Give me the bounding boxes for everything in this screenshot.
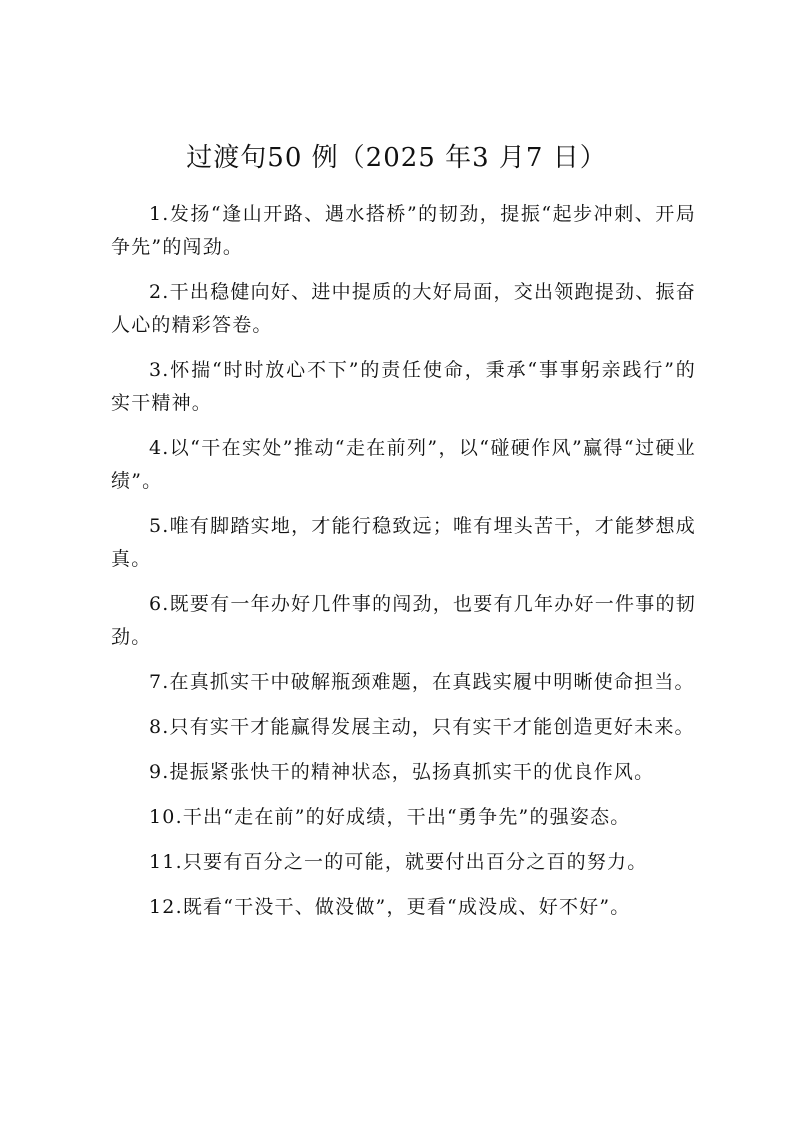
list-item: 2.干出稳健向好、进中提质的大好局面，交出领跑提劲、振奋人心的精彩答卷。: [111, 281, 696, 336]
list-item: 11.只要有百分之一的可能，就要付出百分之百的努力。: [149, 851, 648, 873]
list-item: 6.既要有一年办好几件事的闯劲，也要有几年办好一件事的韧劲。: [111, 593, 696, 648]
list-item: 9.提振紧张快干的精神状态，弘扬真抓实干的优良作风。: [149, 761, 655, 783]
list-item: 3.怀揣“时时放心不下”的责任使命，秉承“事事躬亲践行”的实干精神。: [111, 359, 696, 414]
list-item: 10.干出“走在前”的好成绩，干出“勇争先”的强姿态。: [149, 806, 631, 828]
list-item: 12.既看“干没干、做没做”，更看“成没成、好不好”。: [149, 896, 631, 918]
list-item: 8.只有实干才能赢得发展主动，只有实干才能创造更好未来。: [149, 716, 695, 738]
list-item: 5.唯有脚踏实地，才能行稳致远；唯有埋头苦干，才能梦想成真。: [111, 515, 696, 570]
document-title: 过渡句50 例（2025 年3 月7 日）: [186, 143, 607, 173]
list-item: 1.发扬“逢山开路、遇水搭桥”的韧劲，提振“起步冲刺、开局争先”的闯劲。: [111, 203, 696, 258]
list-item: 4.以“干在实处”推动“走在前列”，以“碰硬作风”赢得“过硬业绩”。: [111, 437, 696, 492]
list-item: 7.在真抓实干中破解瓶颈难题，在真践实履中明晰使命担当。: [149, 671, 695, 693]
sentence-list: [111, 198, 696, 936]
